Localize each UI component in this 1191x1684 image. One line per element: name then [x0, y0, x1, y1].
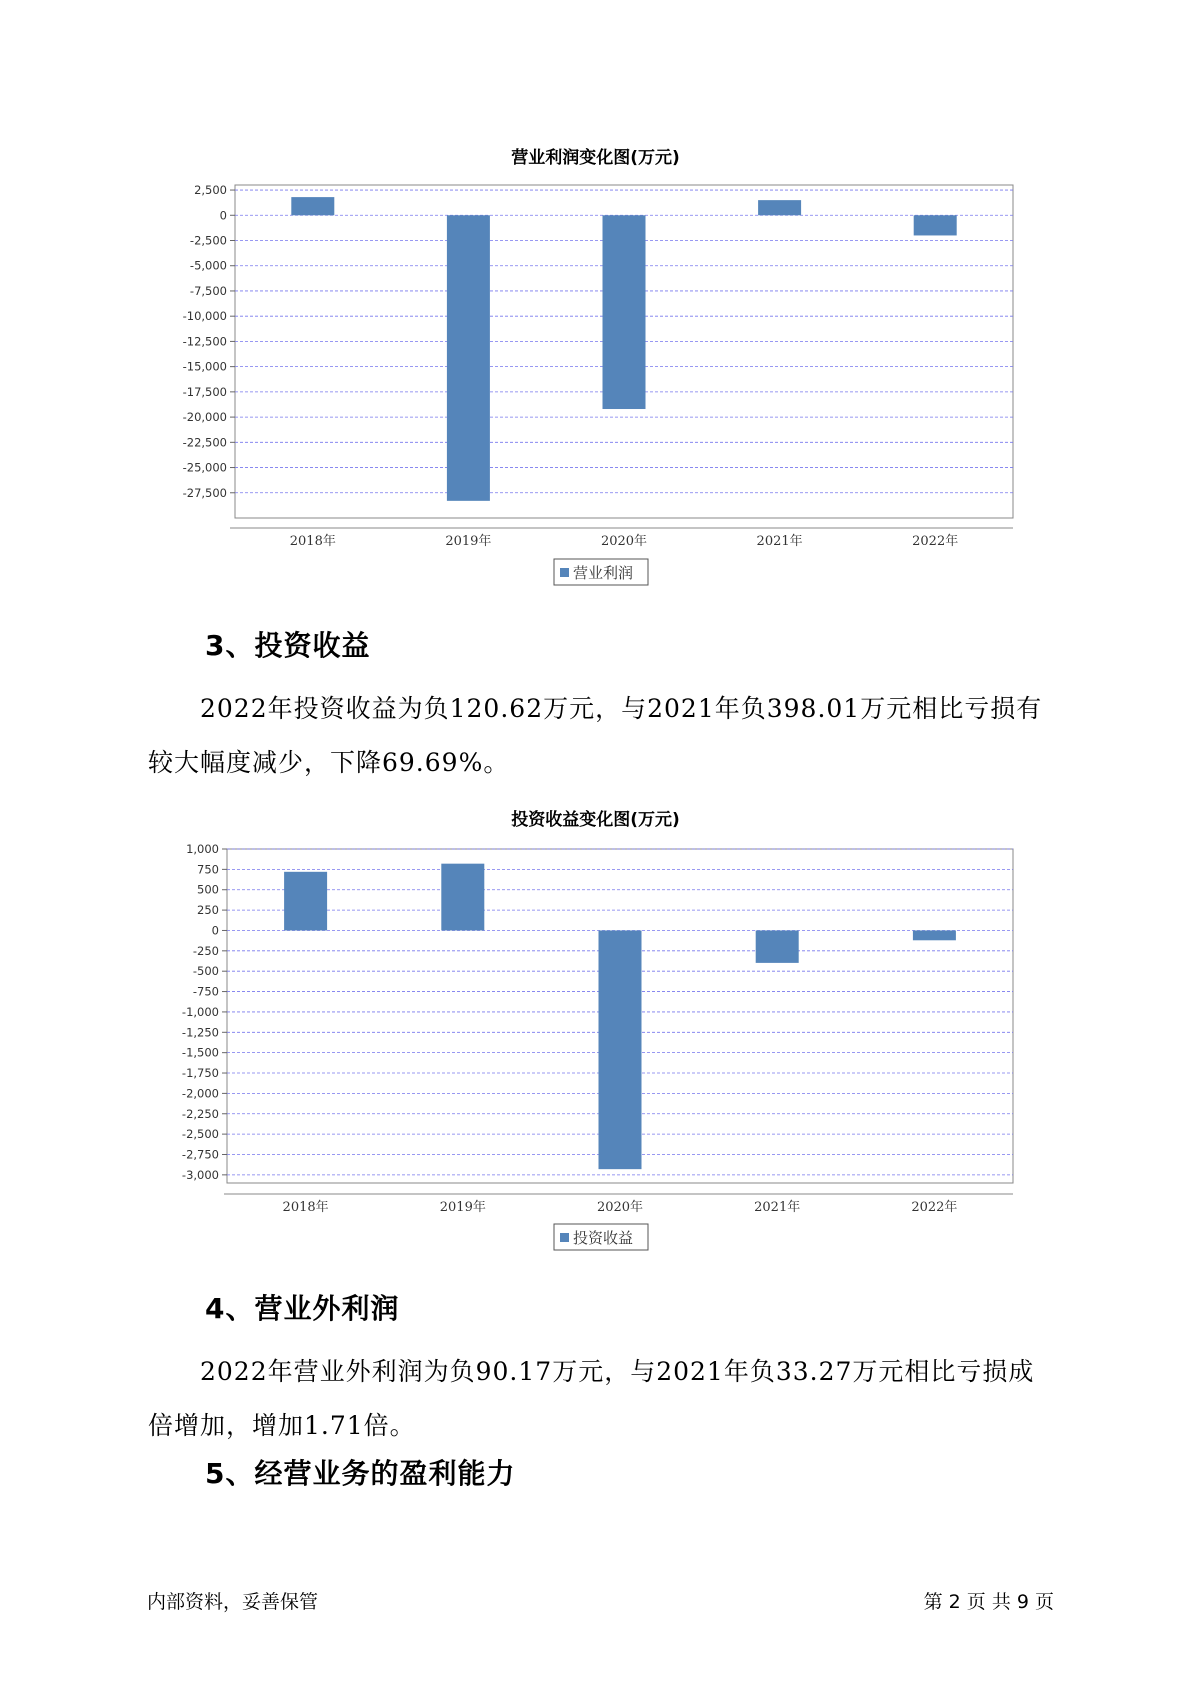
y-tick-label: -750 [192, 984, 219, 999]
x-tick-label: 2022年 [912, 534, 959, 549]
y-tick-label: -1,500 [181, 1045, 219, 1060]
y-tick-label: -20,000 [182, 410, 227, 425]
section4-heading: 4、营业外利润 [205, 1292, 400, 1325]
x-tick-label: 2021年 [754, 1200, 801, 1215]
x-tick-label: 2018年 [289, 534, 336, 549]
bar-2019年 [441, 864, 484, 931]
y-tick-label: -2,500 [189, 233, 227, 248]
y-tick-label: -3,000 [181, 1167, 219, 1182]
section4-line1: 2022年营业外利润为负90.17万元，与2021年负33.27万元相比亏损成 [200, 1357, 1035, 1386]
x-tick-label: 2022年 [911, 1200, 958, 1215]
y-tick-label: -15,000 [182, 359, 227, 374]
y-tick-label: -5,000 [189, 258, 227, 273]
x-tick-label: 2018年 [282, 1200, 329, 1215]
bar-2022年 [913, 930, 956, 940]
y-tick-label: 250 [197, 903, 219, 918]
section5-heading: 5、经营业务的盈利能力 [205, 1457, 516, 1490]
y-tick-label: -27,500 [182, 485, 227, 500]
y-tick-label: -1,250 [181, 1025, 219, 1040]
y-tick-label: -1,000 [181, 1004, 219, 1019]
footer-page-number: 第 2 页 共 9 页 [923, 1591, 1054, 1613]
x-tick-label: 2020年 [596, 1200, 644, 1215]
y-tick-label: -25,000 [182, 460, 227, 475]
section4-paragraph [148, 1345, 1048, 1453]
y-tick-label: -2,250 [181, 1106, 219, 1121]
footer-left: 内部资料，妥善保管 [147, 1591, 319, 1613]
section3-line1: 2022年投资收益为负120.62万元，与2021年负398.01万元相比亏损有 [200, 694, 1043, 723]
chart1-title: 营业利润变化图(万元) [511, 148, 680, 168]
y-tick-label: -2,000 [181, 1086, 219, 1101]
y-tick-label: 2,500 [194, 183, 227, 198]
section3-heading: 3、投资收益 [205, 629, 371, 662]
y-tick-label: 0 [219, 208, 227, 223]
x-tick-label: 2019年 [439, 1200, 486, 1215]
y-tick-label: -250 [192, 943, 219, 958]
x-tick-label: 2021年 [756, 534, 803, 549]
legend-swatch [560, 1233, 569, 1242]
bar-2021年 [756, 930, 799, 962]
y-tick-label: -500 [192, 964, 219, 979]
y-tick-label: 750 [197, 862, 219, 877]
y-tick-label: -1,750 [181, 1066, 219, 1081]
chart2-title: 投资收益变化图(万元) [511, 810, 680, 830]
legend-label: 营业利润 [573, 564, 634, 582]
legend-label: 投资收益 [573, 1229, 634, 1247]
legend [554, 1224, 648, 1250]
y-tick-label: -10,000 [182, 309, 227, 324]
y-tick-label: 1,000 [186, 842, 219, 856]
y-tick-label: -17,500 [182, 384, 227, 399]
y-tick-label: -2,750 [181, 1147, 219, 1162]
y-tick-label: 0 [211, 923, 219, 938]
x-tick-label: 2019年 [445, 534, 492, 549]
y-tick-label: -7,500 [189, 283, 227, 298]
section3-line2: 较大幅度减少，下降69.69%。 [148, 748, 510, 777]
y-tick-label: -12,500 [182, 334, 227, 349]
bar-2020年 [599, 930, 642, 1169]
x-tick-label: 2020年 [600, 534, 648, 549]
y-tick-label: -22,500 [182, 435, 227, 450]
y-tick-label: -2,500 [181, 1127, 219, 1142]
bar-2018年 [284, 872, 327, 931]
section4-line2: 倍增加，增加1.71倍。 [148, 1411, 416, 1440]
y-tick-label: 500 [197, 882, 219, 897]
